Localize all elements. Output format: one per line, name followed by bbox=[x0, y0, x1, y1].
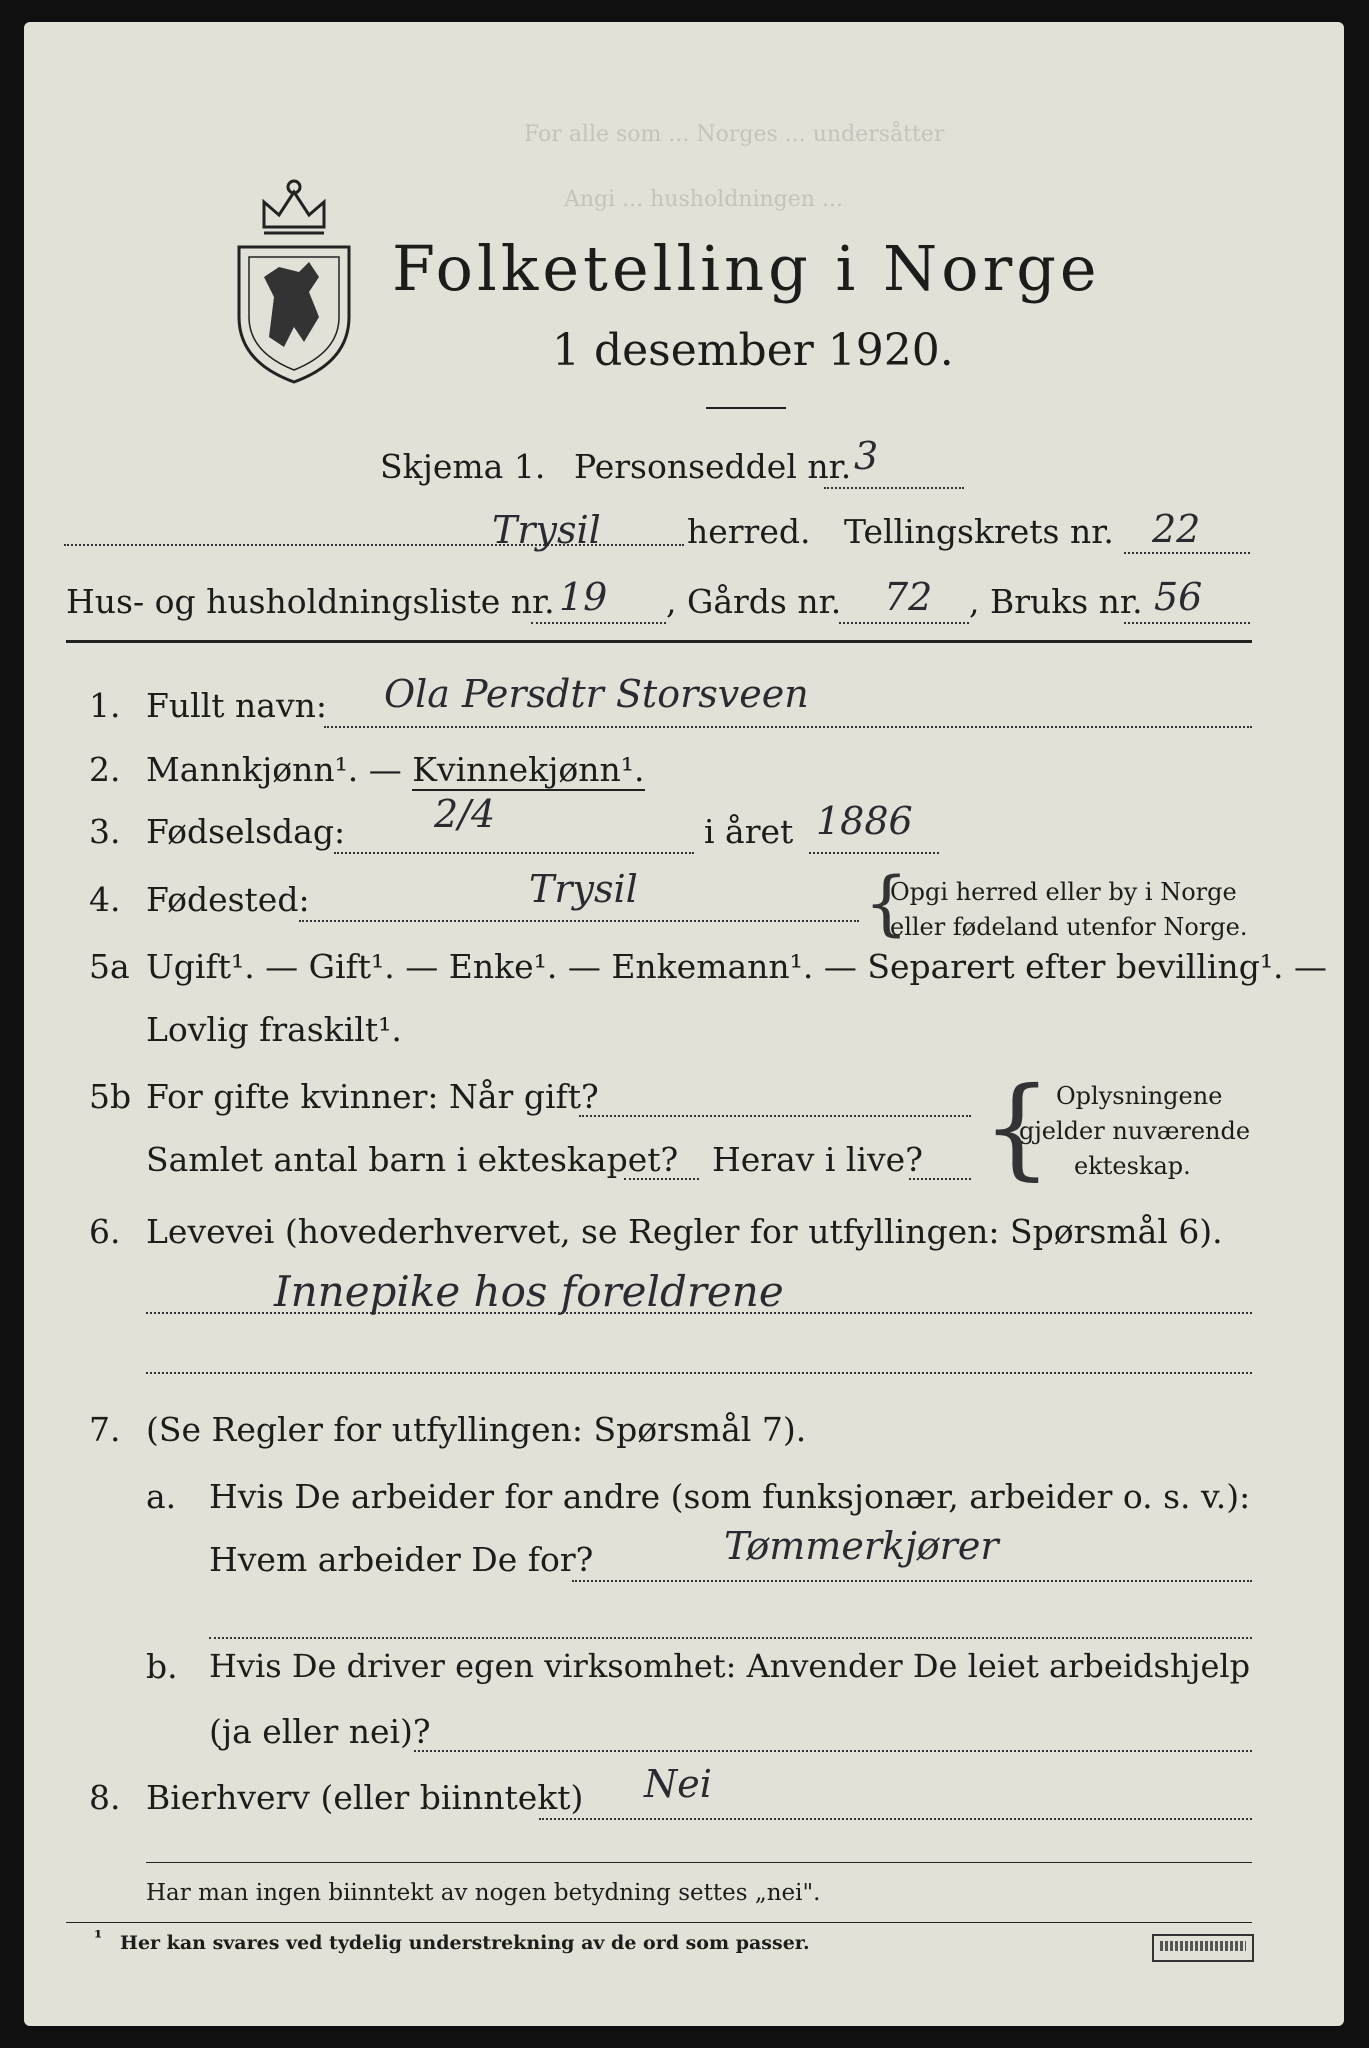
herred-value: Trysil bbox=[492, 508, 601, 552]
occupation-label: Levevei (hovederhvervet, se Regler for utfyllingen: Spørsmål 6). bbox=[146, 1212, 1223, 1251]
birthplace-value: Trysil bbox=[529, 867, 638, 911]
census-form-sheet: For alle som ... Norges ... undersåtter Angi ... husholdningen ... Folketelling i Norge 1 desember 1920. Skjema 1. Personseddel nr. 3 Trysil herred. Tellingskrets nr. 22 Hus- og husholdningsliste nr. 19 , Gårds nr. 72 , Bruks nr. 56 1. Fullt navn: Ola Persdtr Storsveen 2. Mannkjønn¹. — Kvinnekjønn¹. 3. Fødselsdag: 2/4 i året 1886 4. Fødested: Trysil { Opgi herred eller by i Norge eller fødeland utenfor Norge. 5a Ugift¹. — Gift¹. — Enke¹. — Enkemann¹. — Separert efter bevilling¹. — Lovlig fraskilt¹. 5b For gifte kvinner: Når gift? Samlet antal barn i ekteskapet? Herav i live? { Oplysningene gjelder nuværende ekteskap. 6. Levevei (hovederhvervet, se Regler for utfyllingen: Spørsmål 6). Innepike hos foreldrene 7. (Se Regler for utfyllingen: Spørsmål 7). a. Hvis De arbeider for andre (som funksjonær, arbeider o. s. v.): Hvem arbeider De for? Tømmerkjører b. Hvis De driver egen virksomhet: Anvender De leiet arbeidshjelp (ja eller nei)? 8. Bierhverv (eller biinntekt) Nei Har man ingen biinntekt av nogen betydning settes „nei". ¹ Her kan svares ved tydelig understrekning av de ord som passer. bbox=[24, 22, 1344, 2026]
tellingskrets-value: 22 bbox=[1152, 507, 1201, 551]
q7-label: (Se Regler for utfyllingen: Spørsmål 7). bbox=[146, 1410, 807, 1449]
q8-number: 8. bbox=[89, 1778, 121, 1817]
divider bbox=[706, 407, 786, 409]
personseddel-label: Personseddel nr. bbox=[574, 447, 852, 486]
q5a-number: 5a bbox=[89, 947, 130, 986]
q7b-number: b. bbox=[146, 1647, 178, 1686]
gender-male: Mannkjønn¹. — Kvinnekjønn¹. bbox=[146, 750, 645, 789]
marriage-note: gjelder nuværende bbox=[1019, 1117, 1251, 1145]
hired-help-label: (ja eller nei)? bbox=[209, 1712, 431, 1751]
birthplace-note: eller fødeland utenfor Norge. bbox=[890, 913, 1248, 941]
norway-coat-of-arms-icon bbox=[224, 167, 364, 387]
q7b-question: Hvis De driver egen virksomhet: Anvender De leiet arbeidshjelp bbox=[209, 1647, 1251, 1685]
skjema-label: Skjema 1. bbox=[380, 447, 546, 486]
marital-status-options: Ugift¹. — Gift¹. — Enke¹. — Enkemann¹. — Separert efter bevilling¹. — bbox=[146, 947, 1328, 986]
q4-label: Fødested: bbox=[146, 880, 310, 919]
hus-label: Hus- og husholdningsliste nr. bbox=[66, 582, 555, 621]
birth-day-value: 2/4 bbox=[434, 792, 496, 836]
q2-number: 2. bbox=[89, 750, 121, 789]
side-income-label: Bierhverv (eller biinntekt) bbox=[146, 1778, 584, 1817]
printer-stamp bbox=[1152, 1934, 1254, 1962]
side-income-note: Har man ingen biinntekt av nogen betydning settes „nei". bbox=[146, 1880, 821, 1906]
married-when-label: For gifte kvinner: Når gift? bbox=[146, 1077, 599, 1116]
birth-year-value: 1886 bbox=[816, 799, 913, 843]
q7-number: 7. bbox=[89, 1410, 121, 1449]
alive-label: Herav i live? bbox=[712, 1140, 923, 1179]
footnote-text: Her kan svares ved tydelig understrekning av de ord som passer. bbox=[120, 1932, 810, 1954]
tellingskrets-label: Tellingskrets nr. bbox=[844, 512, 1114, 551]
q6-number: 6. bbox=[89, 1212, 121, 1251]
q7a-question: Hvis De arbeider for andre (som funksjonær, arbeider o. s. v.): bbox=[209, 1477, 1251, 1516]
bruks-label: , Bruks nr. bbox=[969, 582, 1143, 621]
occupation-value: Innepike hos foreldrene bbox=[274, 1267, 784, 1316]
hus-value: 19 bbox=[559, 575, 608, 619]
bleed-through-text: For alle som ... Norges ... undersåtter bbox=[524, 122, 945, 147]
footnote-mark: ¹ bbox=[94, 1927, 103, 1949]
gards-value: 72 bbox=[884, 575, 933, 619]
footnote-divider bbox=[66, 1922, 1252, 1923]
full-name-value: Ola Persdtr Storsveen bbox=[384, 672, 809, 716]
children-label: Samlet antal barn i ekteskapet? bbox=[146, 1140, 679, 1179]
form-title: Folketelling i Norge bbox=[392, 232, 1101, 305]
header-divider bbox=[66, 640, 1252, 643]
gards-label: , Gårds nr. bbox=[666, 582, 842, 621]
employer-value: Tømmerkjører bbox=[724, 1524, 999, 1568]
q5b-number: 5b bbox=[89, 1077, 132, 1116]
q4-number: 4. bbox=[89, 880, 121, 919]
marriage-note: Oplysningene bbox=[1056, 1082, 1223, 1110]
bleed-through-text: Angi ... husholdningen ... bbox=[564, 187, 843, 212]
birthplace-note: Opgi herred eller by i Norge bbox=[890, 878, 1237, 906]
herred-label: herred. bbox=[687, 512, 811, 551]
gender-female-underlined: Kvinnekjønn¹. bbox=[412, 750, 645, 789]
q3-number: 3. bbox=[89, 812, 121, 851]
q7a-number: a. bbox=[146, 1477, 177, 1516]
note-divider bbox=[146, 1862, 1252, 1863]
personseddel-value: 3 bbox=[854, 434, 879, 478]
bruks-value: 56 bbox=[1154, 575, 1203, 619]
q1-label: Fullt navn: bbox=[146, 686, 327, 725]
q1-number: 1. bbox=[89, 686, 121, 725]
year-label: i året bbox=[704, 812, 794, 851]
side-income-value: Nei bbox=[644, 1762, 712, 1806]
form-date: 1 desember 1920. bbox=[552, 325, 954, 376]
employer-label: Hvem arbeider De for? bbox=[209, 1540, 594, 1579]
q3-label: Fødselsdag: bbox=[146, 812, 346, 851]
marital-status-options: Lovlig fraskilt¹. bbox=[146, 1010, 402, 1049]
marriage-note: ekteskap. bbox=[1074, 1152, 1191, 1180]
